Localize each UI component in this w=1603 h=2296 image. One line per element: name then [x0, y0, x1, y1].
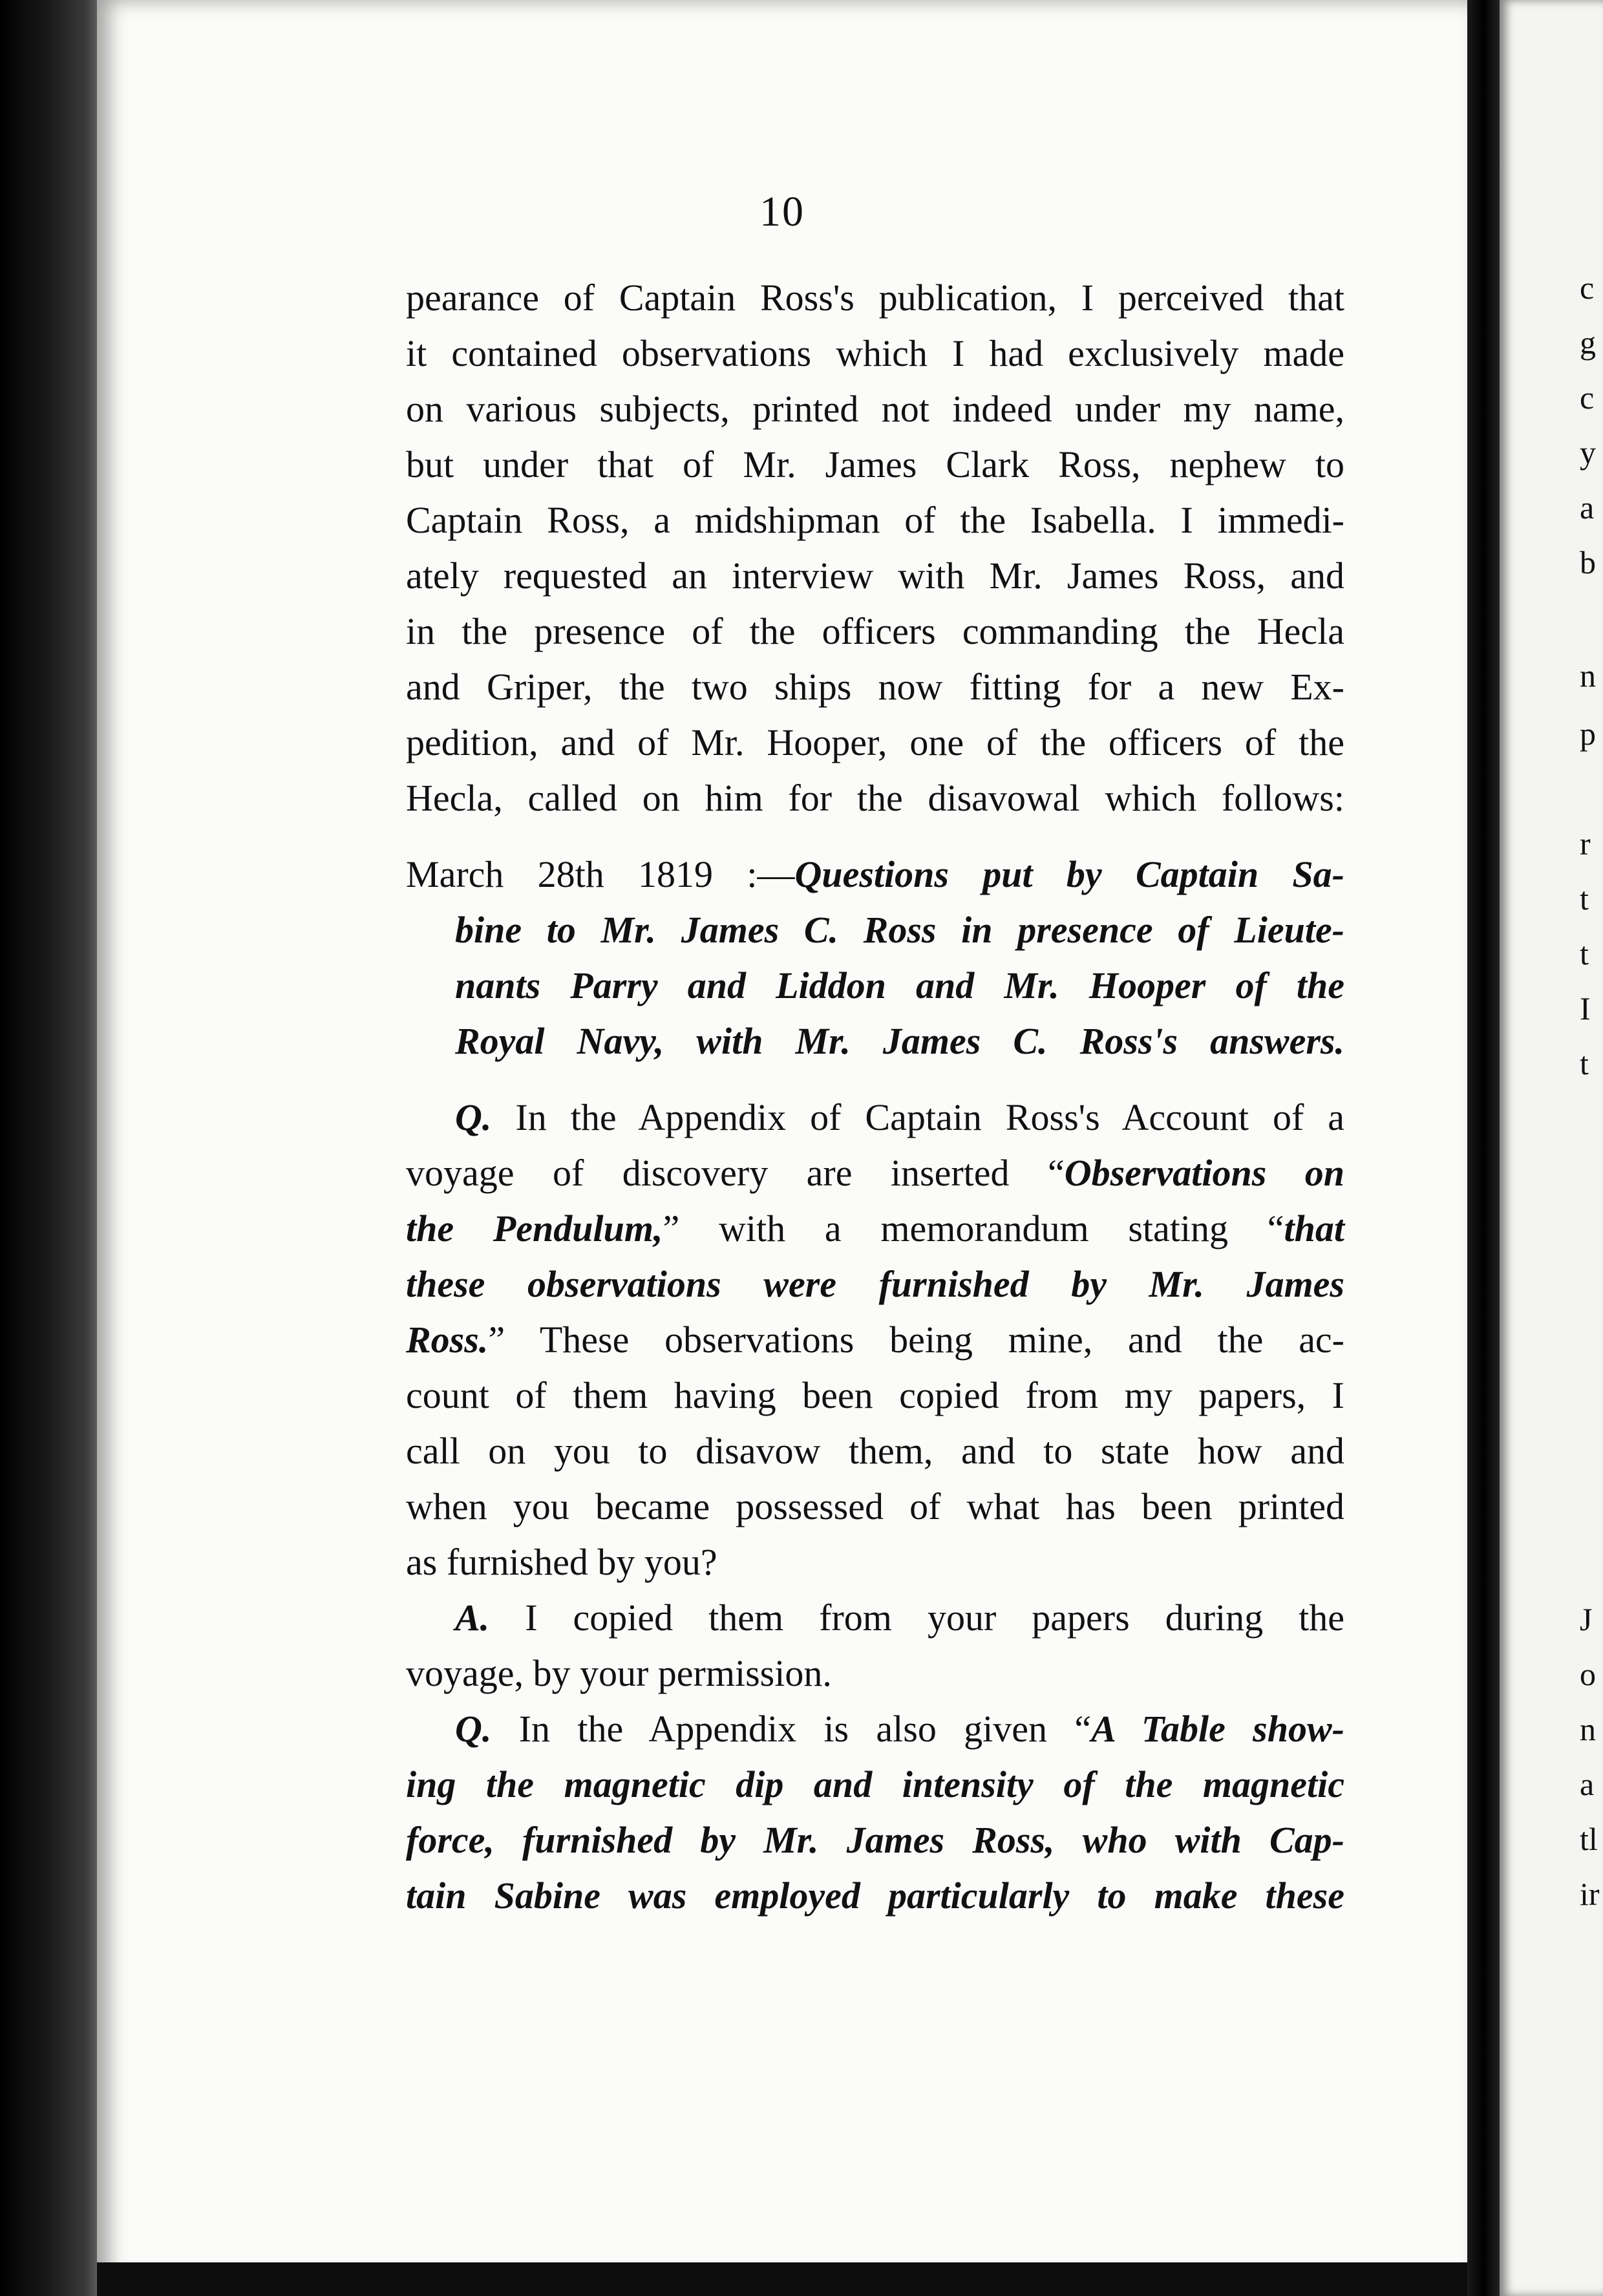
text-line: and Griper, the two ships now fitting for a new Ex-: [406, 666, 1344, 708]
question-1: [406, 1090, 1344, 1590]
answer-label: A.: [455, 1597, 490, 1639]
text-line: [406, 1590, 1344, 1646]
facing-fragment: p: [1580, 716, 1596, 752]
text-line: Captain Ross, a midshipman of the Isabella. I immedi-: [406, 499, 1344, 541]
text-span: ” with a memorandum stating “: [663, 1207, 1284, 1249]
heading-line: Royal Navy, with Mr. James C. Ross's answers.: [455, 1020, 1344, 1062]
text-line: [406, 1090, 1344, 1145]
text-span: Ross.: [406, 1319, 489, 1361]
text-line: when you became possessed of what has been printed: [406, 1485, 1344, 1527]
text-line: these observations were furnished by Mr. James: [406, 1263, 1344, 1305]
facing-fragment: t: [1580, 880, 1589, 917]
text-line: but under that of Mr. James Clark Ross, nephew to: [406, 443, 1344, 485]
text-line: Hecla, called on him for the disavowal which follows:: [406, 777, 1344, 819]
text-span: In the Appendix of Captain Ross's Account of a: [515, 1096, 1344, 1138]
text-line: in the presence of the officers commanding the Hecla: [406, 610, 1344, 652]
text-line: [406, 1701, 1344, 1757]
text-line: as furnished by you?: [406, 1541, 717, 1583]
heading-line: [406, 847, 1344, 902]
facing-fragment: c: [1580, 379, 1595, 416]
text-line: tain Sabine was employed particularly to make these: [406, 1875, 1344, 1917]
question-label: Q.: [455, 1708, 492, 1750]
answer-1: [406, 1590, 1344, 1701]
facing-fragment: J: [1580, 1601, 1593, 1637]
text-span: the Pendulum,: [406, 1207, 663, 1249]
text-span: voyage of discovery are inserted “: [406, 1152, 1065, 1194]
text-line: ately requested an interview with Mr. James Ross, and: [406, 555, 1344, 597]
facing-fragment: a: [1580, 489, 1595, 526]
facing-fragment: o: [1580, 1656, 1596, 1692]
text-line: call on you to disavow them, and to state how and: [406, 1430, 1344, 1472]
facing-fragment: g: [1580, 324, 1596, 361]
facing-fragment: t: [1580, 1045, 1589, 1081]
facing-fragment: n: [1580, 657, 1596, 694]
facing-fragment: tl: [1580, 1821, 1598, 1857]
page-text: [406, 270, 1344, 1924]
text-line: voyage, by your permission.: [406, 1652, 832, 1694]
facing-fragment: r: [1580, 825, 1591, 862]
facing-fragment: y: [1580, 434, 1596, 471]
book-page: [97, 0, 1467, 2296]
heading-title: Questions put by Captain Sa-: [794, 853, 1344, 895]
question-label: Q.: [455, 1096, 492, 1138]
heading-line: bine to Mr. James C. Ross in presence of Lieute-: [455, 909, 1344, 951]
scan-bottom-edge: [97, 2262, 1467, 2296]
facing-fragment: a: [1580, 1766, 1595, 1802]
book-gutter: [1467, 0, 1500, 2296]
text-line: ing the magnetic dip and intensity of the magnetic: [406, 1763, 1344, 1805]
text-line: pearance of Captain Ross's publication, I perceived that: [406, 277, 1344, 319]
text-line: count of them having been copied from my papers, I: [406, 1374, 1344, 1416]
text-line: force, furnished by Mr. James Ross, who with Cap-: [406, 1819, 1344, 1861]
text-span: ” These observations being mine, and the ac-: [488, 1319, 1344, 1361]
heading-date: March 28th 1819 :—: [406, 853, 795, 895]
text-line: it contained observations which I had exclusively made: [406, 332, 1344, 374]
questions-heading: [406, 847, 1344, 1069]
text-span: A Table show-: [1091, 1708, 1344, 1750]
text-span: that: [1284, 1207, 1344, 1249]
question-2: [406, 1701, 1344, 1924]
paragraph-intro: [406, 270, 1344, 826]
heading-line: nants Parry and Liddon and Mr. Hooper of the: [455, 964, 1344, 1006]
text-line: [406, 1312, 1344, 1368]
facing-fragment: n: [1580, 1711, 1596, 1747]
text-span: I copied them from your papers during the: [525, 1597, 1344, 1639]
text-span: Observations on: [1064, 1152, 1345, 1194]
text-span: In the Appendix is also given “: [518, 1708, 1092, 1750]
text-line: [406, 1145, 1344, 1201]
facing-fragment: b: [1580, 544, 1596, 580]
text-line: on various subjects, printed not indeed under my name,: [406, 388, 1344, 430]
facing-fragment: I: [1580, 990, 1591, 1026]
facing-fragment: t: [1580, 935, 1589, 972]
facing-fragment: ir: [1580, 1876, 1600, 1912]
text-line: [406, 1201, 1344, 1257]
page-number: 10: [759, 188, 805, 235]
facing-page-edge: [1500, 0, 1603, 2296]
text-line: pedition, and of Mr. Hooper, one of the officers of the: [406, 721, 1344, 763]
facing-fragment: c: [1580, 270, 1595, 306]
